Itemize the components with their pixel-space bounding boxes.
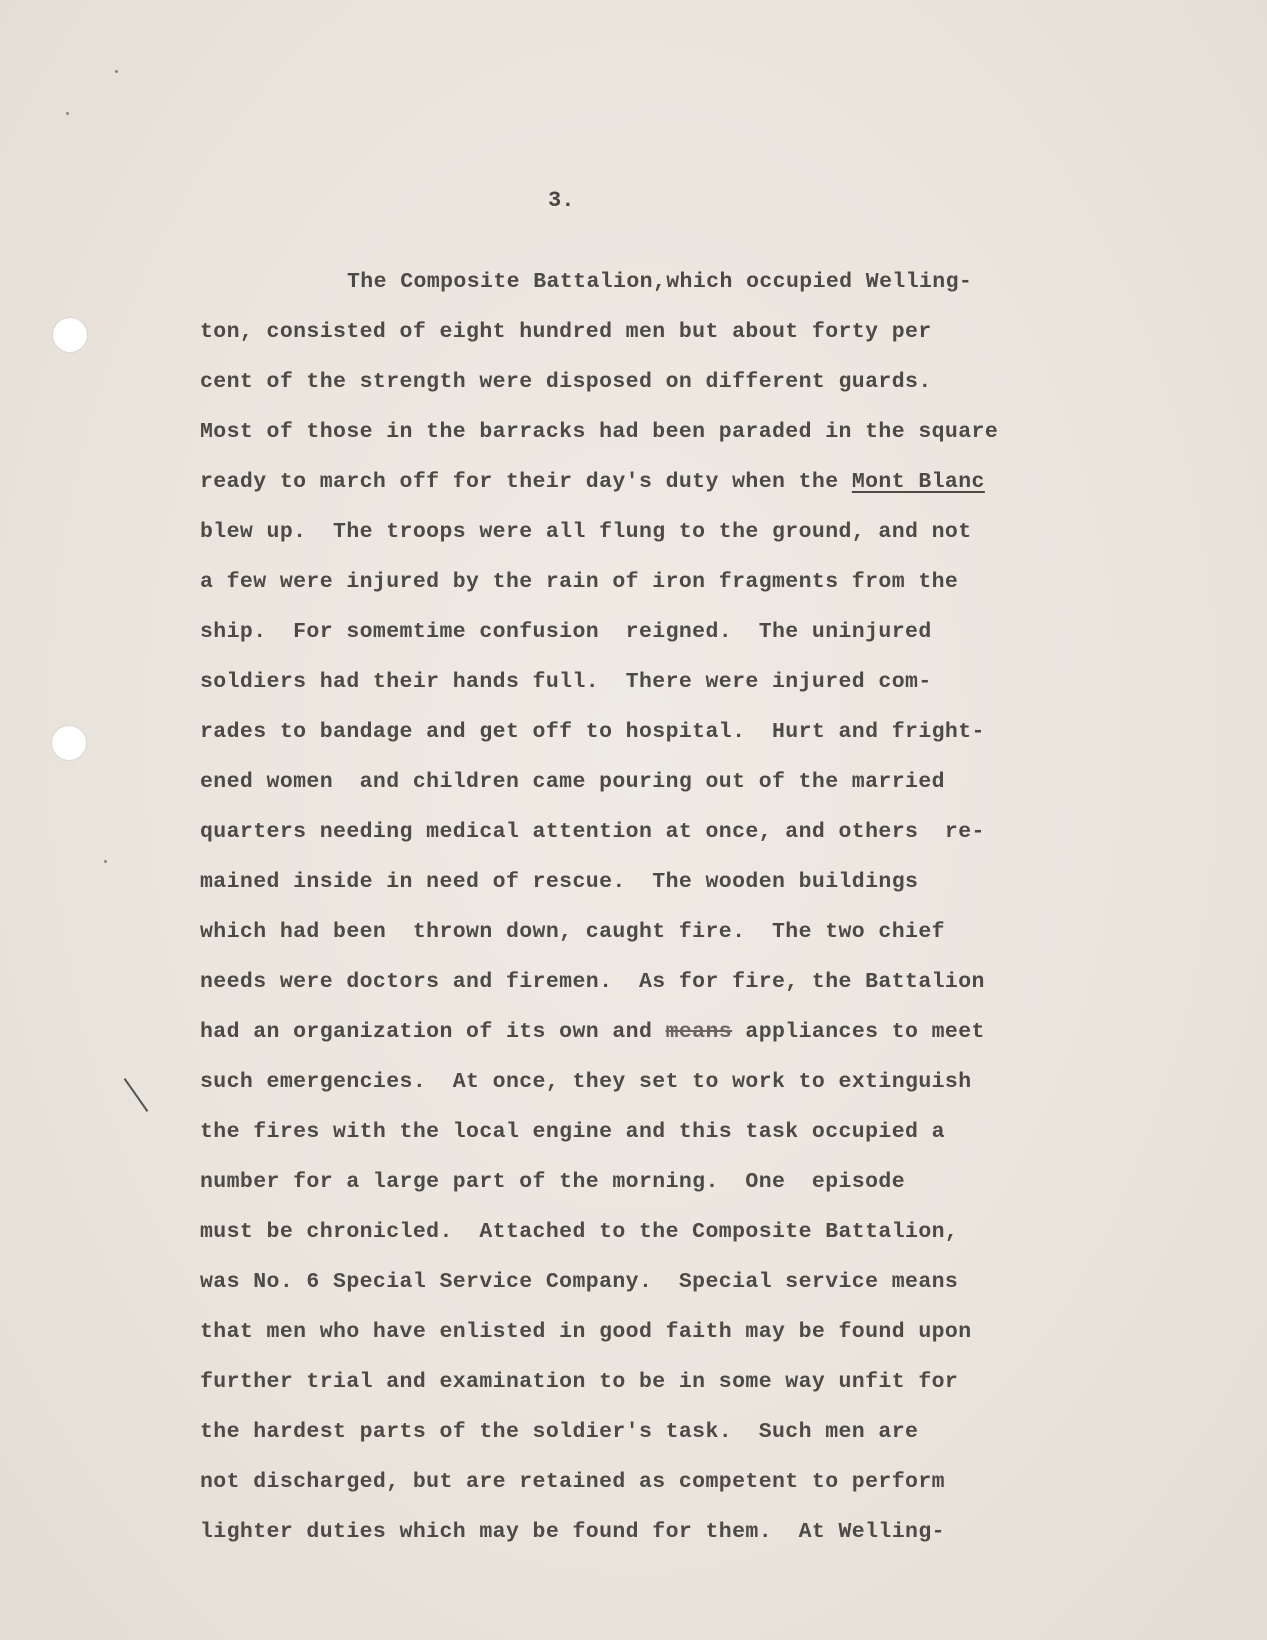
text-segment: ready to march off for their day's duty when the — [200, 470, 852, 494]
text-line: blew up. The troops were all flung to the ground, and not — [200, 520, 972, 544]
text-line — [200, 457, 1200, 507]
text-line: which had been thrown down, caught fire. The two chief — [200, 920, 945, 944]
text-line: ship. For somemtime confusion reigned. The uninjured — [200, 620, 932, 644]
struck-word: means — [665, 1020, 733, 1044]
text-line: The Composite Battalion,which occupied Welling- — [347, 270, 973, 294]
page-number: 3. — [548, 188, 575, 213]
text-line: further trial and examination to be in some way unfit for — [200, 1370, 959, 1394]
text-line: number for a large part of the morning. One episode — [200, 1170, 906, 1194]
punch-hole — [52, 726, 86, 760]
text-line: soldiers had their hands full. There were injured com- — [200, 670, 932, 694]
text-line: a few were injured by the rain of iron fragments from the — [200, 570, 959, 594]
text-segment: appliances to meet — [732, 1020, 985, 1044]
text-line: not discharged, but are retained as competent to perform — [200, 1470, 945, 1494]
text-line: that men who have enlisted in good faith may be found upon — [200, 1320, 972, 1344]
text-line: ened women and children came pouring out of the married — [200, 770, 945, 794]
paper-speck — [66, 112, 69, 115]
text-line: the fires with the local engine and this task occupied a — [200, 1120, 945, 1144]
pencil-mark — [124, 1078, 149, 1112]
body-text — [200, 257, 1200, 1557]
punch-hole — [53, 318, 87, 352]
text-line: must be chronicled. Attached to the Composite Battalion, — [200, 1220, 959, 1244]
text-line: such emergencies. At once, they set to work to extinguish — [200, 1070, 972, 1094]
text-line: ton, consisted of eight hundred men but about forty per — [200, 320, 932, 344]
text-line: the hardest parts of the soldier's task. Such men are — [200, 1420, 919, 1444]
text-line: mained inside in need of rescue. The wooden buildings — [200, 870, 919, 894]
text-line: Most of those in the barracks had been paraded in the square — [200, 420, 999, 444]
text-line: cent of the strength were disposed on different guards. — [200, 370, 932, 394]
text-line: quarters needing medical attention at once, and others re- — [200, 820, 985, 844]
text-line: lighter duties which may be found for them. At Welling- — [200, 1520, 945, 1544]
paper-speck — [115, 70, 118, 73]
text-line: needs were doctors and firemen. As for fire, the Battalion — [200, 970, 985, 994]
paper-speck — [104, 860, 107, 863]
text-line — [200, 1007, 1200, 1057]
text-line: was No. 6 Special Service Company. Special service means — [200, 1270, 959, 1294]
ship-name: Mont Blanc — [851, 470, 985, 494]
text-line: rades to bandage and get off to hospital. Hurt and fright- — [200, 720, 985, 744]
text-segment: had an organization of its own and — [200, 1020, 666, 1044]
